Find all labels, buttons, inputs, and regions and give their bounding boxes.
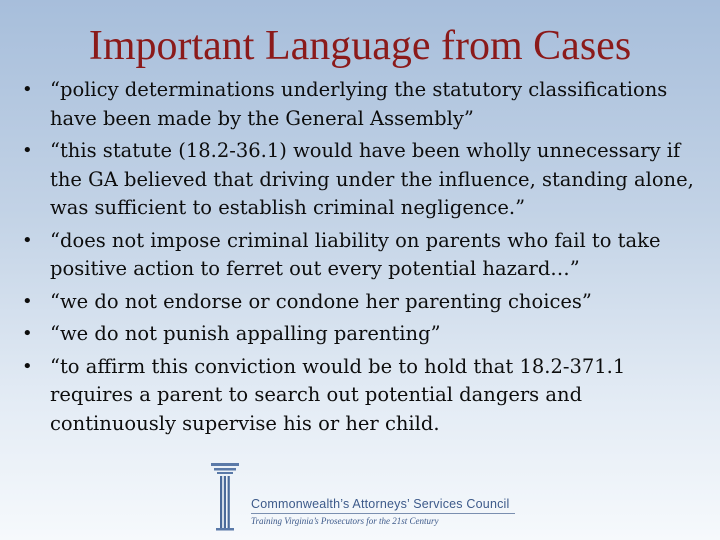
bullet-list [18, 76, 708, 442]
council-logo [205, 460, 515, 534]
bullet-marker: • [22, 355, 33, 377]
bullet-text: “we do not endorse or condone her parenting choices” [50, 289, 592, 313]
slide-title: Important Language from Cases [88, 23, 632, 69]
bullet-item [18, 353, 708, 439]
bullet-text: “does not impose criminal liability on parents who fail to take positive action to ferret out every potential hazard…” [50, 228, 661, 280]
bullet-item [18, 227, 708, 284]
logo-name: Commonwealth’s Attorneys’ Services Council [251, 497, 510, 511]
bullet-item [18, 76, 708, 133]
bullet-marker: • [22, 290, 33, 312]
bullet-text: “this statute (18.2-36.1) would have been wholly unnecessary if the GA believed that driving under the influence, standing alone, was sufficient to establish criminal negligence.” [50, 139, 694, 219]
bullet-item [18, 288, 708, 317]
bullet-item [18, 137, 708, 223]
bullet-item [18, 320, 708, 349]
bullet-marker: • [22, 140, 33, 161]
logo-text [251, 496, 515, 527]
bullet-text: “we do not punish appalling parenting” [50, 322, 441, 345]
bullet-marker: • [22, 229, 33, 251]
bullet-marker: • [22, 79, 33, 100]
bullet-text: “policy determinations underlying the statutory classifications have been made by the General Assembly” [50, 78, 668, 130]
logo-tagline: Training Virginia’s Prosecutors for the 21st Century [251, 516, 439, 526]
bullet-marker: • [22, 323, 33, 344]
logo-divider [251, 513, 515, 514]
column-icon [205, 460, 245, 534]
bullet-text: “to affirm this conviction would be to hold that 18.2-371.1 requires a parent to search out potential dangers and continuously supervise his or her child. [50, 354, 626, 435]
